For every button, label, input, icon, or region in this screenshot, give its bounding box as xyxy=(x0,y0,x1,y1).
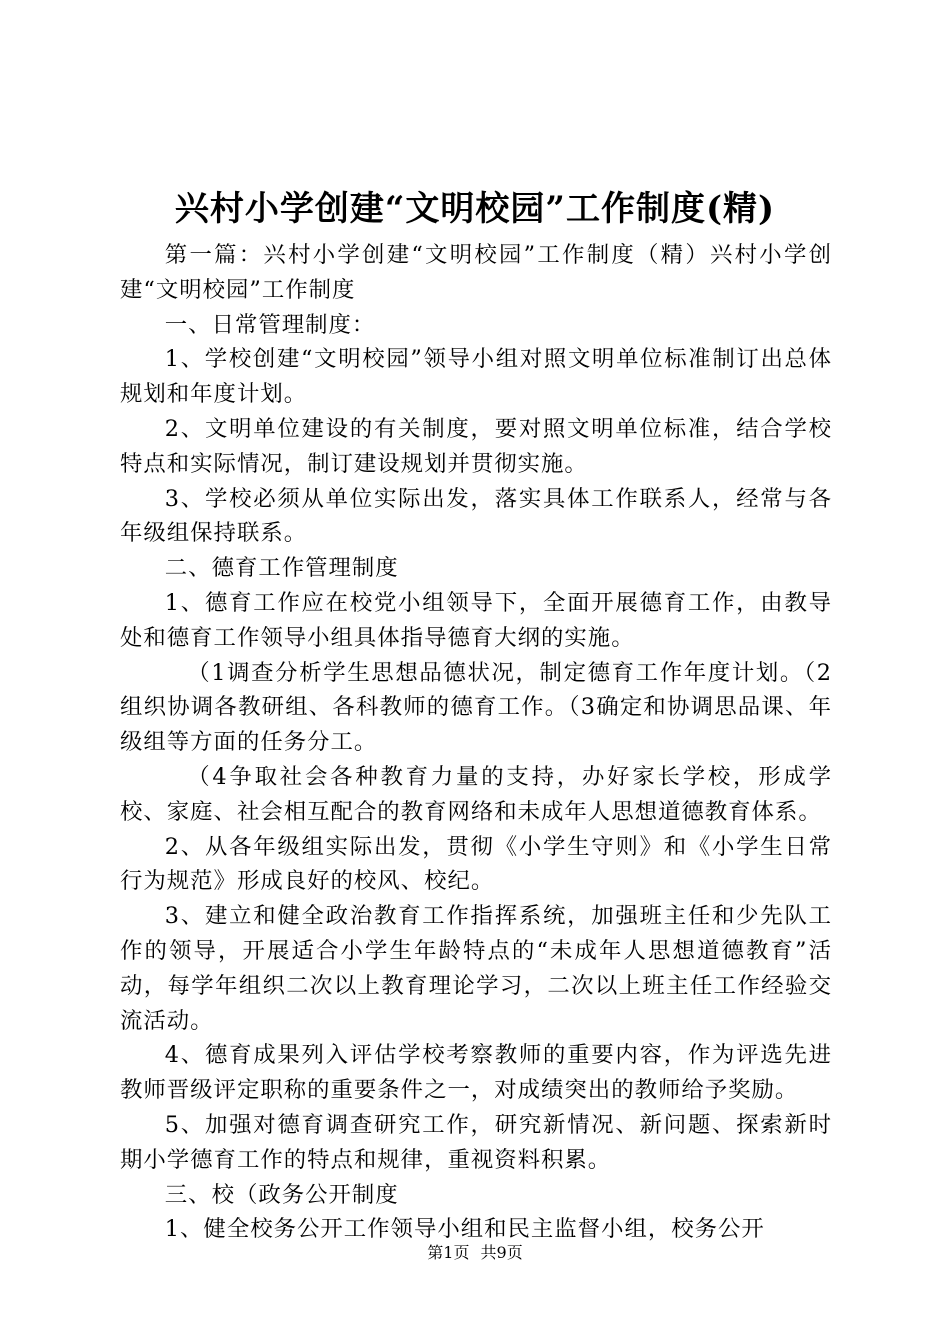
heading-moral-education: 二、德育工作管理制度 xyxy=(164,555,399,582)
paragraph: （4争取社会各种教育力量的支持，办好家长学校，形成学校、家庭、社会相互配合的教育网络和未成年人思想道德教育体系。 xyxy=(120,763,832,825)
paragraph: 5、加强对德育调查研究工作，研究新情况、新问题、探索新时期小学德育工作的特点和规律，重视资料积累。 xyxy=(120,1111,832,1173)
paragraph: 1、健全校务公开工作领导小组和民主监督小组，校务公开 xyxy=(164,1216,765,1243)
page-total: 共9页 xyxy=(480,1243,523,1262)
paragraph: 3、学校必须从单位实际出发，落实具体工作联系人，经常与各年级组保持联系。 xyxy=(120,485,832,547)
paragraph: （1调查分析学生思想品德状况，制定德育工作年度计划。（2组织协调各教研组、各科教师的德育工作。（3确定和协调思品课、年级组等方面的任务分工。 xyxy=(120,659,832,756)
paragraph: 1、学校创建“文明校园”领导小组对照文明单位标准制订出总体规划和年度计划。 xyxy=(120,346,832,408)
page-footer xyxy=(0,1242,950,1264)
heading-school-affairs: 三、校（政务公开制度 xyxy=(164,1181,399,1208)
paragraph: 2、文明单位建设的有关制度，要对照文明单位标准，结合学校特点和实际情况，制订建设规划并贯彻实施。 xyxy=(120,415,832,477)
paragraph: 4、德育成果列入评估学校考察教师的重要内容，作为评选先进教师晋级评定职称的重要条件之一，对成绩突出的教师给予奖励。 xyxy=(120,1042,832,1104)
paragraph: 3、建立和健全政治教育工作指挥系统，加强班主任和少先队工作的领导，开展适合小学生年龄特点的“未成年人思想道德教育”活动，每学年组织二次以上教育理论学习，二次以上班主任工作经验交流活动。 xyxy=(120,903,832,1034)
paragraph: 1、德育工作应在校党小组领导下，全面开展德育工作，由教导处和德育工作领导小组具体指导德育大纲的实施。 xyxy=(120,589,832,651)
paragraph: 2、从各年级组实际出发，贯彻《小学生守则》和《小学生日常行为规范》形成良好的校风、校纪。 xyxy=(120,833,832,895)
heading-daily-management: 一、日常管理制度： xyxy=(164,311,376,338)
paragraph-intro: 第一篇：兴村小学创建“文明校园”工作制度（精）兴村小学创建“文明校园”工作制度 xyxy=(120,242,832,303)
document-body xyxy=(120,238,832,1247)
document-title: 兴村小学创建“文明校园”工作制度(精) xyxy=(174,189,776,229)
page-number: 第1页 xyxy=(427,1243,470,1262)
